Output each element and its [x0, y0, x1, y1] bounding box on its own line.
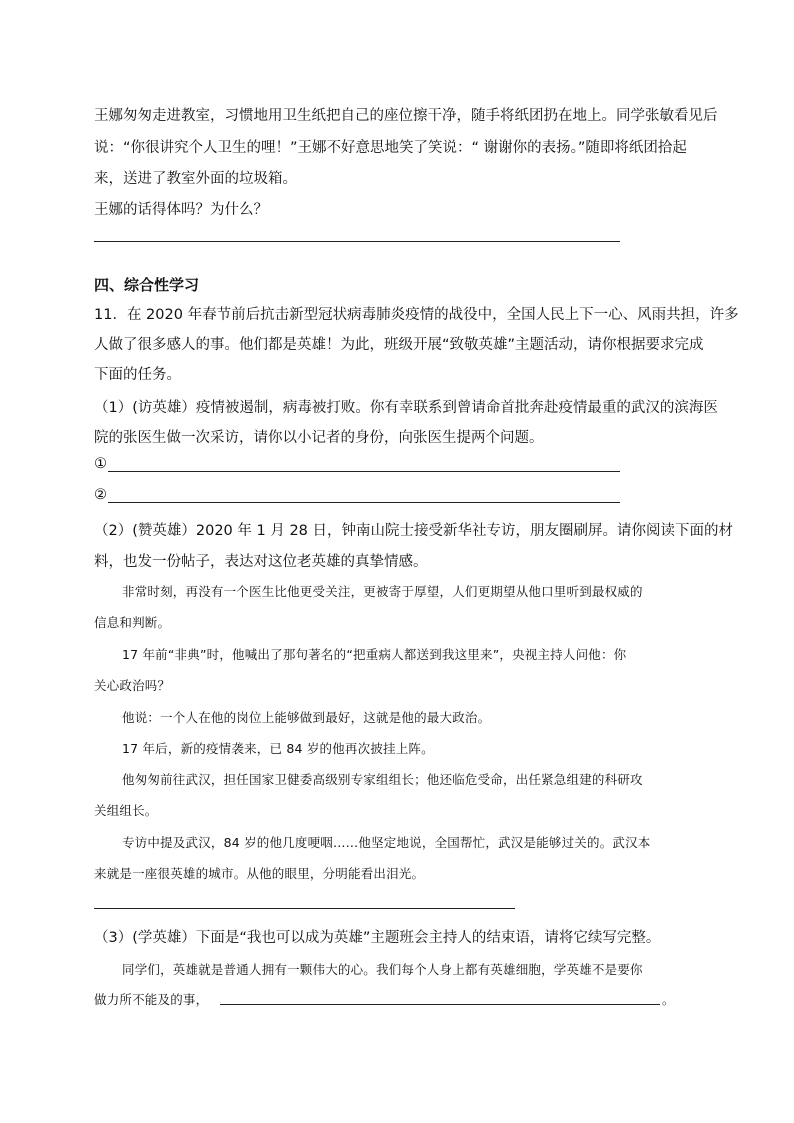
q11-line-1: 11．在 2020 年春节前后抗击新型冠状病毒肺炎疫情的战役中，全国人民上下一心、风雨共担，许多 [94, 307, 739, 323]
material-3: 他说：一个人在他的岗位上能够做到最好，这就是他的最大政治。 [122, 710, 491, 725]
part3-line-2: 同学们，英雄就是普通人拥有一颗伟大的心。我们每个人身上都有英雄细胞，学英雄不是要你 [122, 962, 643, 977]
material-6a: 专访中提及武汉，84 岁的他几度哽咽……他坚定地说，全国帮忙，武汉是能够过关的。武汉本 [122, 835, 651, 850]
answer-line-1[interactable] [108, 471, 620, 472]
part3-line-3: 做力所不能及的事， [94, 992, 209, 1007]
part2-line-2: 料，也发一份帖子，表达对这位老英雄的真挚情感。 [94, 554, 428, 570]
material-2a: 17 年前“非典”时，他喊出了那句著名的“把重病人都送到我这里来”，央视主持人问他：你 [122, 647, 627, 662]
material-5b: 关组组长。 [94, 803, 158, 818]
material-5a: 他匆匆前往武汉，担任国家卫健委高级别专家组组长；他还临危受命，出任紧急组建的科研攻 [122, 772, 643, 787]
answer-line-2[interactable] [108, 502, 620, 503]
part3-line-1: （3）(学英雄）下面是“我也可以成为英雄”主题班会主持人的结束语，请将它续写完整。 [94, 930, 661, 946]
passage-line-3: 来，送进了教室外面的垃圾箱。 [94, 171, 297, 187]
material-2b: 关心政治吗？ [94, 678, 171, 693]
part1-line-2: 院的张医生做一次采访，请你以小记者的身份，向张医生提两个问题。 [94, 430, 544, 446]
passage-line-2: 说：“你很讲究个人卫生的哩！”王娜不好意思地笑了笑说：“ 谢谢你的表扬。”随即将纸团拾起 [94, 140, 687, 156]
part2-line-1: （2）(赞英雄）2020 年 1 月 28 日，钟南山院士接受新华社专访，朋友圈刷屏。请你阅读下面的材 [94, 523, 734, 539]
answer-line-passage[interactable] [94, 241, 620, 242]
material-4: 17 年后，新的疫情袭来，已 84 岁的他再次披挂上阵。 [122, 741, 434, 756]
passage-question: 王娜的话得体吗？为什么？ [94, 202, 268, 218]
q11-line-2: 人做了很多感人的事。他们都是英雄！为此，班级开展“致敬英雄”主题活动，请你根据要求完成 [94, 337, 704, 353]
answer-mark-1: ① [94, 456, 107, 472]
answer-mark-2: ② [94, 487, 107, 503]
q11-line-3: 下面的任务。 [94, 367, 181, 383]
material-6b: 来就是一座很英雄的城市。从他的眼里，分明能看出泪光。 [94, 866, 425, 881]
material-1a: 非常时刻，再没有一个医生比他更受关注，更被寄于厚望，人们更期望从他口里听到最权威的 [122, 584, 643, 599]
end-mark: 。 [662, 992, 675, 1007]
material-1b: 信息和判断。 [94, 615, 171, 630]
answer-line-post[interactable] [94, 908, 515, 909]
part1-line-1: （1）(访英雄）疫情被遏制，病毒被打败。你有幸联系到曾请命首批奔赴疫情最重的武汉的滨海医 [94, 400, 718, 416]
section-title: 四、综合性学习 [94, 276, 200, 294]
passage-line-1: 王娜匆匆走进教室，习惯地用卫生纸把自己的座位擦干净，随手将纸团扔在地上。同学张敏看见后 [94, 108, 718, 124]
answer-line-3[interactable] [220, 1004, 660, 1005]
